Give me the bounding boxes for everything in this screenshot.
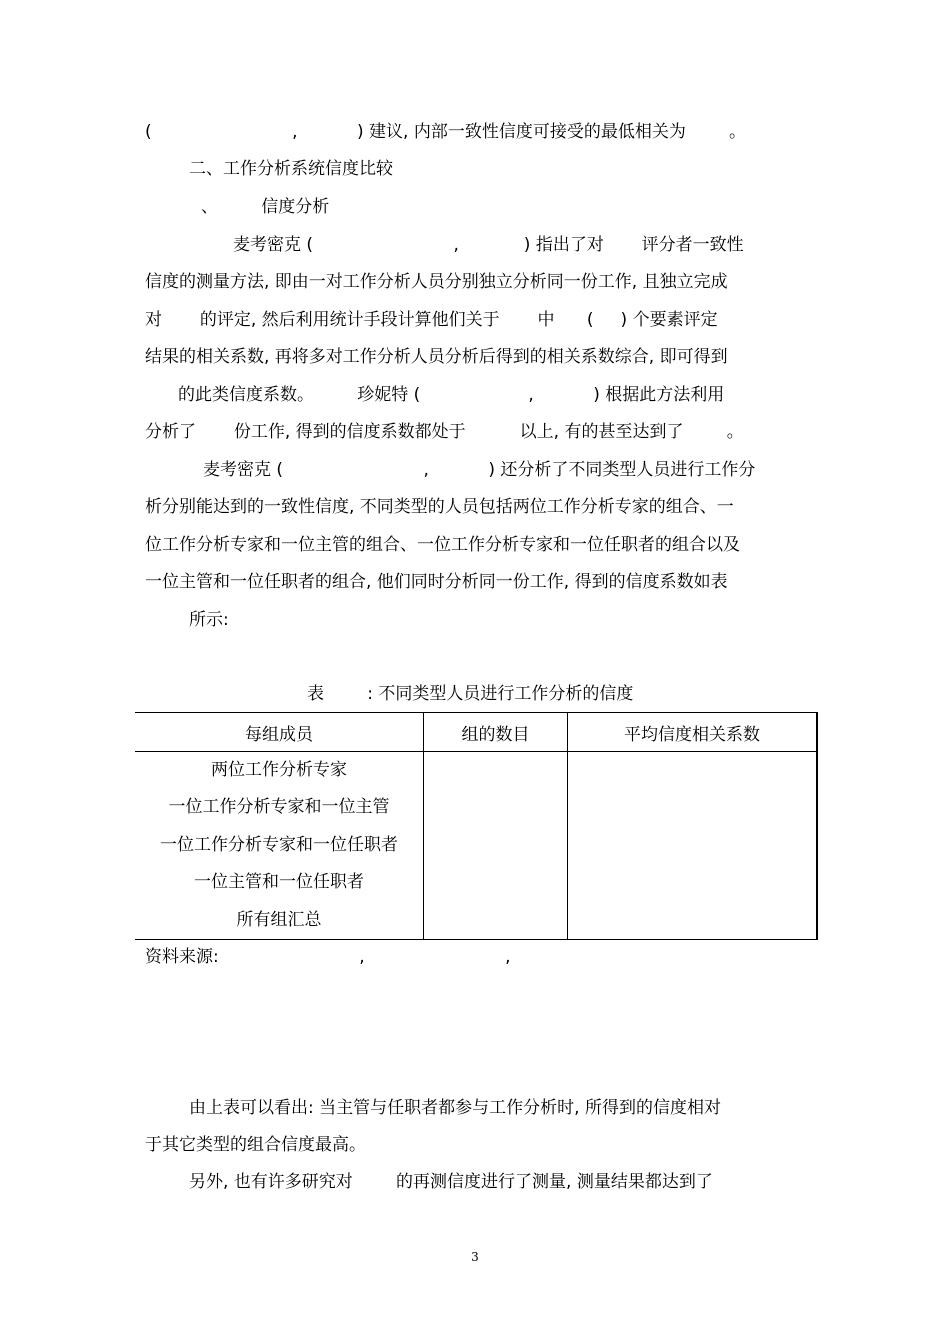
group-count-cell [424, 752, 568, 940]
reliability-table [135, 712, 818, 940]
paragraph-line: 一位主管和一位任职者的组合, 他们同时分析同一份工作, 得到的信度系数如表 [145, 572, 728, 592]
paragraph-line: 对 的评定, 然后利用统计手段计算他们关于 中 ( ) 个要素评定 [145, 310, 718, 330]
paragraph-line: 麦考密克 ( , ) 还分析了不同类型人员进行工作分 [203, 460, 756, 480]
paragraph-line: 位工作分析专家和一位主管的组合、一位工作分析专家和一位任职者的组合以及 [145, 535, 740, 555]
group-label: 两位工作分析专家 [211, 760, 347, 780]
page-number: 3 [471, 1250, 479, 1264]
column-header-avg-reliability: 平均信度相关系数 [568, 713, 818, 752]
paragraph-line: 析分别能达到的一致性信度, 不同类型的人员包括两位工作分析专家的组合、一 [145, 497, 734, 517]
section-heading: 二、工作分析系统信度比较 [189, 159, 393, 179]
group-label: 一位主管和一位任职者 [194, 872, 364, 893]
paragraph-line: 于其它类型的组合信度最高。 [145, 1135, 366, 1155]
members-cell [135, 752, 424, 940]
subsection-heading: 、 信度分析 [201, 197, 330, 217]
paragraph-line: 分析了 份工作, 得到的信度系数都处于 以上, 有的甚至达到了 。 [145, 422, 744, 442]
paragraph-line: 所示: [189, 610, 229, 630]
column-header-group-count: 组的数目 [424, 713, 568, 752]
table-header-row [135, 713, 817, 752]
paragraph-line: 的此类信度系数。 珍妮特 ( , ) 根据此方法利用 [178, 385, 725, 405]
paragraph-line: 另外, 也有许多研究对 的再测信度进行了测量, 测量结果都达到了 [189, 1172, 713, 1192]
table-source-note: 资料来源: , , [145, 947, 511, 967]
table-row [135, 752, 817, 940]
paragraph-line: 麦考密克 ( , ) 指出了对 评分者一致性 [233, 235, 744, 255]
paragraph-line: 结果的相关系数, 再将多对工作分析人员分析后得到的相关系数综合, 即可得到 [145, 347, 728, 367]
table-caption: 表 : 不同类型人员进行工作分析的信度 [307, 684, 634, 704]
group-label: 一位工作分析专家和一位任职者 [160, 834, 398, 855]
group-label: 一位工作分析专家和一位主管 [168, 797, 390, 818]
paragraph-line: 信度的测量方法, 即由一对工作分析人员分别独立分析同一份工作, 且独立完成 [145, 272, 728, 292]
group-label: 所有组汇总 [236, 909, 322, 930]
column-header-members: 每组成员 [135, 713, 424, 752]
paragraph-line: 由上表可以看出: 当主管与任职者都参与工作分析时, 所得到的信度相对 [189, 1098, 721, 1118]
paragraph-line: ( , ) 建议, 内部一致性信度可接受的最低相关为 。 [145, 122, 747, 142]
avg-reliability-cell [568, 752, 818, 940]
